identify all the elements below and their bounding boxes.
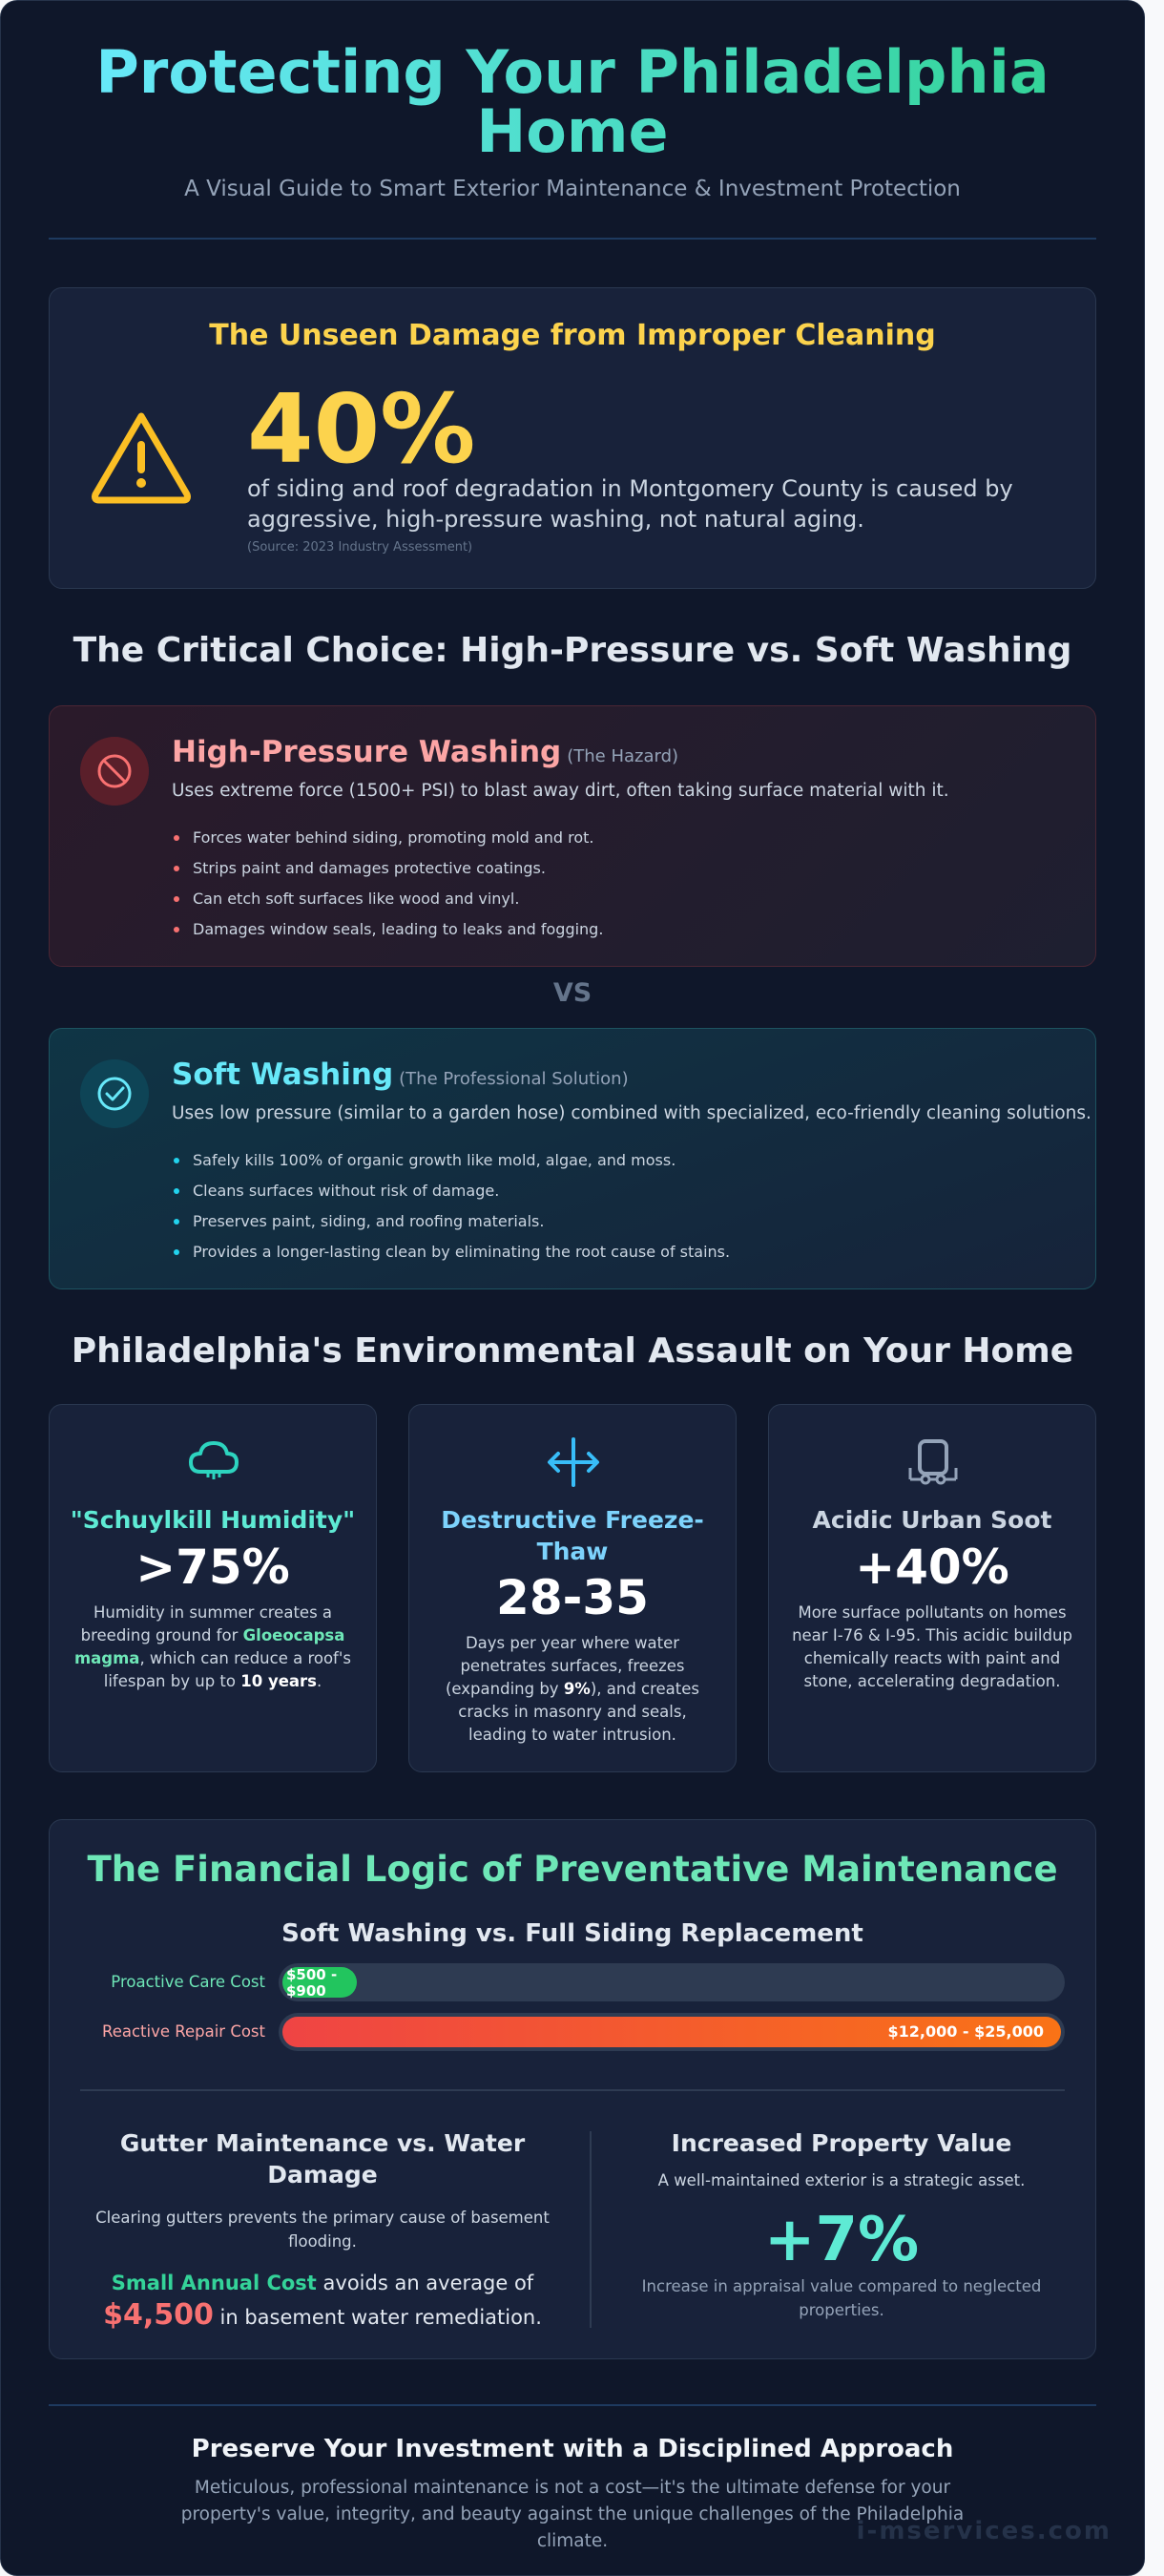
environment-section-title: Philadelphia's Environmental Assault on Your Home <box>71 1331 1074 1371</box>
train-soot-icon <box>904 1435 962 1489</box>
high-pressure-description: Uses extreme force (1500+ PSI) to blast away dirt, often taking surface material with it. <box>172 781 949 801</box>
solution-point: Preserves paint, siding, and roofing materials. <box>172 1206 730 1237</box>
freeze-thaw-title: Destructive Freeze-Thaw <box>441 1506 704 1565</box>
gutter-description: Clearing gutters prevents the primary cause of basement flooding. <box>95 2209 550 2251</box>
prohibited-icon <box>80 737 149 806</box>
property-value-column <box>613 2127 1070 2322</box>
freeze-thaw-value: 28-35 <box>496 1570 649 1625</box>
freeze-desc-part: ), and creates cracks in masonry and seals, leading to water intrusion. <box>458 1680 700 1744</box>
urban-soot-description: More surface pollutants on homes near I-76 & I-95. This acidic buildup chemically reacts with paint and stone, accelerating degradation. <box>792 1603 1072 1690</box>
freeze-thaw-description <box>432 1632 713 1747</box>
header <box>1 1 1144 201</box>
solution-point: Safely kills 100% of organic growth like mold, algae, and moss. <box>172 1145 730 1176</box>
freeze-desc-bold: 9% <box>563 1680 591 1698</box>
versus-label: VS <box>552 978 592 1008</box>
cloud-humidity-icon <box>185 1435 242 1489</box>
financial-title: The Financial Logic of Preventative Maintenance <box>87 1849 1058 1890</box>
damage-percentage: 40% <box>247 373 476 485</box>
footer-divider <box>49 2404 1096 2406</box>
soft-washing-card <box>49 1028 1096 1289</box>
high-pressure-title <box>172 735 678 769</box>
choice-section-title: The Critical Choice: High-Pressure vs. Soft Washing <box>73 631 1072 670</box>
gutter-savings-amount: $4,500 <box>103 2298 214 2332</box>
page-subtitle: A Visual Guide to Smart Exterior Maintenance & Investment Protection <box>184 177 961 201</box>
freeze-thaw-icon <box>545 1435 602 1489</box>
solution-tag: (The Professional Solution) <box>399 1069 629 1089</box>
hazard-point: Strips paint and damages protective coatings. <box>172 853 603 884</box>
solution-point: Provides a longer-lasting clean by eliminating the root cause of stains. <box>172 1237 730 1267</box>
proactive-cost-bar-track <box>279 1963 1065 2001</box>
warning-triangle-icon <box>86 407 197 506</box>
high-pressure-card <box>49 705 1096 967</box>
check-circle-icon <box>80 1059 149 1128</box>
property-value-stat: +7% <box>763 2205 920 2275</box>
gutter-callout-highlight: Small Annual Cost <box>111 2272 317 2294</box>
proactive-cost-bar: $500 - $900 <box>282 1967 357 1998</box>
financial-column-divider <box>590 2131 592 2328</box>
reactive-cost-bar-track <box>279 2013 1065 2051</box>
gutter-title: Gutter Maintenance vs. Water Damage <box>119 2129 526 2189</box>
freeze-thaw-card <box>408 1404 737 1772</box>
hazard-point: Can etch soft surfaces like wood and vinyl. <box>172 884 603 914</box>
humidity-desc-highlight: Gloeocapsa magma <box>73 1626 345 1667</box>
header-divider <box>49 238 1096 240</box>
humidity-title: "Schuylkill Humidity" <box>70 1506 356 1534</box>
damage-heading: The Unseen Damage from Improper Cleaning <box>209 319 936 352</box>
property-value-note: Increase in appraisal value compared to neglected properties. <box>641 2277 1042 2319</box>
cost-comparison-title: Soft Washing vs. Full Siding Replacement <box>281 1919 863 1948</box>
gutter-callout-end: in basement water remediation. <box>213 2306 542 2329</box>
humidity-desc-part: . <box>316 1672 322 1690</box>
humidity-desc-bold: 10 years <box>240 1672 317 1690</box>
solution-points-list <box>172 1145 730 1267</box>
humidity-description <box>73 1602 353 1693</box>
soft-washing-title <box>172 1058 629 1092</box>
gutter-column <box>94 2127 551 2334</box>
humidity-card <box>49 1404 377 1772</box>
humidity-value: >75% <box>135 1539 290 1595</box>
humidity-desc-part: , which can reduce a roof's lifespan by up to <box>103 1649 352 1690</box>
proactive-cost-label: Proactive Care Cost <box>111 1973 265 1991</box>
gutter-callout <box>94 2267 551 2334</box>
solution-point: Cleans surfaces without risk of damage. <box>172 1176 730 1206</box>
footer-title: Preserve Your Investment with a Disciplined Approach <box>191 2435 954 2463</box>
gutter-callout-text: avoids an average of <box>316 2272 534 2294</box>
damage-description: of siding and roof degradation in Montgomery County is caused by aggressive, high-pressure washing, not natural aging. <box>247 475 1013 533</box>
hazard-point: Forces water behind siding, promoting mold and rot. <box>172 823 603 853</box>
financial-divider <box>80 2089 1065 2091</box>
urban-soot-value: +40% <box>855 1539 1009 1595</box>
freeze-desc-part: Days per year where water penetrates surfaces, freezes (expanding by <box>445 1634 685 1698</box>
damage-source: (Source: 2023 Industry Assessment) <box>247 540 473 555</box>
footer-text: Meticulous, professional maintenance is not a cost—it's the ultimate defense for your property's value, integrity, and beauty against the unique challenges of the Philadelphia climate. <box>180 2478 965 2551</box>
property-value-description: A well-maintained exterior is a strategic asset. <box>657 2171 1026 2189</box>
reactive-cost-bar: $12,000 - $25,000 <box>282 2017 1061 2047</box>
financial-card <box>49 1819 1096 2359</box>
hazard-tag: (The Hazard) <box>567 746 679 766</box>
damage-stat-card <box>49 287 1096 589</box>
urban-soot-card <box>768 1404 1096 1772</box>
soft-washing-title-text: Soft Washing <box>172 1058 394 1092</box>
page-title: Protecting Your Philadelphia Home <box>95 37 1050 166</box>
hazard-points-list <box>172 823 603 945</box>
watermark: i-mservices.com <box>856 2517 1112 2545</box>
humidity-desc-part: Humidity in summer creates a breeding ground for <box>80 1603 333 1644</box>
soft-washing-description: Uses low pressure (similar to a garden hose) combined with specialized, eco-friendly cleaning solutions. <box>172 1103 1091 1123</box>
property-value-title: Increased Property Value <box>671 2129 1012 2157</box>
hazard-point: Damages window seals, leading to leaks and fogging. <box>172 914 603 945</box>
reactive-cost-label: Reactive Repair Cost <box>101 2022 265 2041</box>
urban-soot-title: Acidic Urban Soot <box>812 1506 1052 1534</box>
high-pressure-title-text: High-Pressure Washing <box>172 735 562 769</box>
